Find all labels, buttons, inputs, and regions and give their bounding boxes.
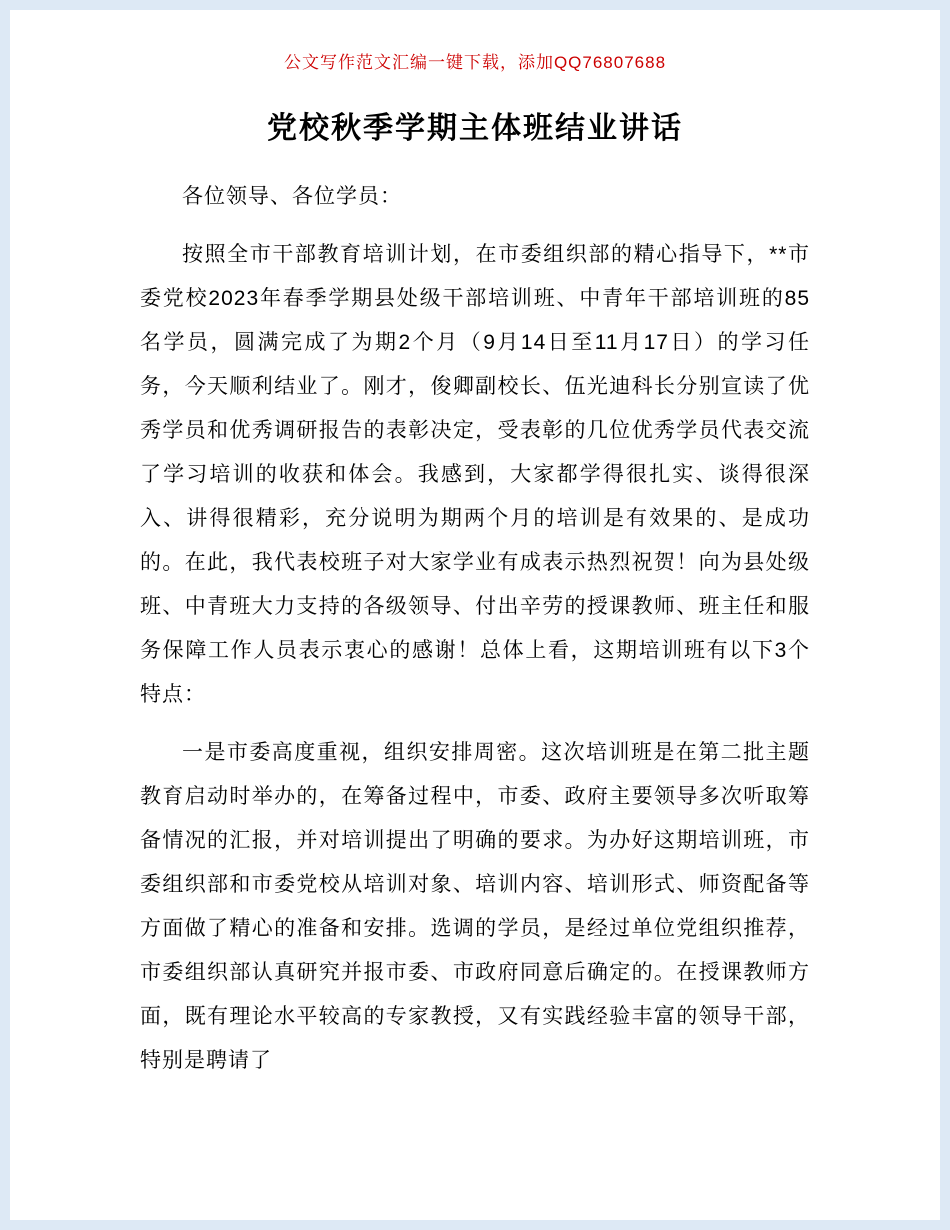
document-title: 党校秋季学期主体班结业讲话 bbox=[267, 112, 683, 145]
body-paragraph-1: 按照全市干部教育培训计划，在市委组织部的精心指导下，**市委党校2023年春季学期县处级干部培训班、中青年干部培训班的85名学员，圆满完成了为期2个月（9月14日至11月17日）的学习任务，今天顺利结业了。刚才，俊卿副校长、伍光迪科长分别宣读了优秀学员和优秀调研报告的表彰决定，受表彰的几位优秀学员代表交流了学习培训的收获和体会。我感到，大家都学得很扎实、谈得很深入、讲得很精彩，充分说明为期两个月的培训是有效果的、是成功的。在此，我代表校班子对大家学业有成表示热烈祝贺！向为县处级班、中青班大力支持的各级领导、付出辛劳的授课教师、班主任和服务保障工作人员表示衷心的感谢！总体上看，这期培训班有以下3个特点： bbox=[140, 243, 810, 706]
body-paragraph-2: 一是市委高度重视，组织安排周密。这次培训班是在第二批主题教育启动时举办的，在筹备过程中，市委、政府主要领导多次听取筹备情况的汇报，并对培训提出了明确的要求。为办好这期培训班，市委组织部和市委党校从培训对象、培训内容、培训形式、师资配备等方面做了精心的准备和安排。选调的学员，是经过单位党组织推荐，市委组织部认真研究并报市委、市政府同意后确定的。在授课教师方面，既有理论水平较高的专家教授，又有实践经验丰富的领导干部，特别是聘请了 bbox=[140, 741, 810, 1072]
salutation-paragraph: 各位领导、各位学员： bbox=[182, 185, 402, 208]
header-ad-notice: 公文写作范文汇编一键下载，添加QQ76807688 bbox=[283, 53, 667, 72]
document-page bbox=[10, 10, 940, 1220]
